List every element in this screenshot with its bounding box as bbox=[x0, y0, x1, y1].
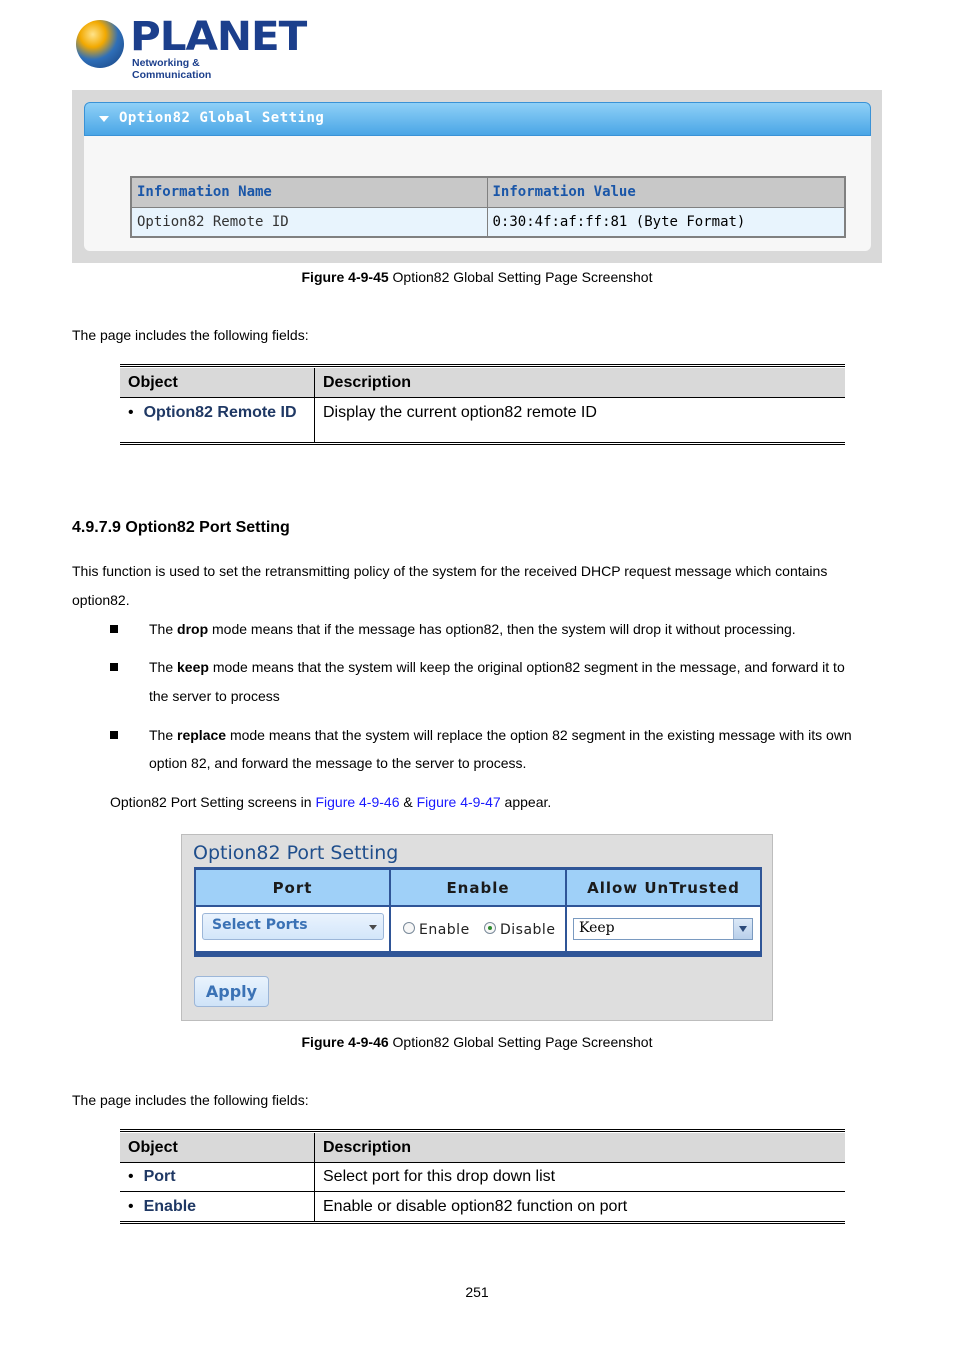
screens-reference-line bbox=[110, 794, 551, 810]
allow-untrusted-cell bbox=[567, 907, 760, 951]
info-name-header: Information Name bbox=[131, 177, 487, 207]
global-setting-screenshot bbox=[72, 90, 882, 263]
bullet-keyword: replace bbox=[177, 727, 227, 743]
table-row-description: Display the current option82 remote ID bbox=[323, 404, 597, 421]
apply-button[interactable]: Apply bbox=[194, 976, 269, 1007]
info-value-header: Information Value bbox=[487, 177, 845, 207]
section-heading: 4.9.7.9 Option82 Port Setting bbox=[72, 519, 290, 536]
globe-icon bbox=[76, 20, 124, 68]
bullet-pre: The bbox=[149, 621, 178, 637]
table-row-object: • Enable bbox=[120, 1192, 315, 1222]
bullet-replace-line2: option 82, and forward the message to the server to process. bbox=[149, 755, 527, 771]
select-ports-label: Select Ports bbox=[212, 917, 308, 933]
section-paragraph-line2: option82. bbox=[72, 592, 130, 608]
section-paragraph-line1: This function is used to set the retransmitting policy of the system for the received DHCP request message which contains bbox=[72, 563, 828, 579]
chevron-down-icon[interactable] bbox=[733, 919, 752, 939]
figure-text-1: Option82 Global Setting Page Screenshot bbox=[388, 269, 653, 285]
figure-label-2: Figure 4-9-46 bbox=[301, 1034, 389, 1050]
bullet-keyword: drop bbox=[177, 621, 209, 637]
enable-header: Enable bbox=[391, 870, 565, 905]
disable-radio-label: Disable bbox=[500, 922, 556, 938]
table-row-object: • Port bbox=[120, 1163, 315, 1192]
logo-tagline: Networking & Communication bbox=[132, 57, 212, 81]
port-setting-screenshot bbox=[181, 834, 773, 1021]
port-header: Port bbox=[196, 870, 389, 905]
global-setting-panel bbox=[84, 102, 871, 251]
bullet-pre: The bbox=[149, 727, 178, 743]
fields-table-2 bbox=[120, 1129, 845, 1224]
figure-label-1: Figure 4-9-45 bbox=[301, 269, 389, 285]
global-setting-title-bar[interactable] bbox=[84, 102, 871, 136]
square-bullet-icon bbox=[110, 663, 118, 671]
square-bullet-icon bbox=[110, 625, 118, 633]
figure-text-2: Option82 Global Setting Page Screenshot bbox=[388, 1034, 653, 1050]
port-setting-title: Option82 Port Setting bbox=[193, 842, 399, 864]
bullet-text: mode means that if the message has option82, then the system will drop it without processing. bbox=[208, 621, 796, 637]
table-row-object: • Option82 Remote ID bbox=[120, 398, 315, 443]
bullet-pre: The bbox=[149, 659, 178, 675]
port-cell bbox=[196, 907, 389, 951]
bullet-keep-line2: the server to process bbox=[149, 688, 280, 704]
chevron-down-icon bbox=[369, 925, 377, 930]
disable-radio[interactable] bbox=[484, 922, 496, 934]
allow-untrusted-select[interactable] bbox=[573, 918, 753, 940]
square-bullet-icon bbox=[110, 731, 118, 739]
page-number: 251 bbox=[465, 1284, 489, 1300]
table-row-description: Enable or disable option82 function on port bbox=[323, 1197, 628, 1215]
remote-id-name: Option82 Remote ID bbox=[131, 207, 487, 237]
table-row-description: Select port for this drop down list bbox=[315, 1163, 846, 1192]
bullet-text: mode means that the system will replace the option 82 segment in the existing message with its own bbox=[226, 727, 852, 743]
enable-cell bbox=[391, 907, 565, 951]
object-header: Object bbox=[120, 368, 315, 398]
figure-4-9-46-link[interactable]: Figure 4-9-46 bbox=[315, 794, 400, 810]
bullet-keyword: keep bbox=[177, 659, 209, 675]
bullet-text: mode means that the system will keep the original option82 segment in the message, and forward it to bbox=[208, 659, 845, 675]
object-header: Object bbox=[120, 1133, 315, 1163]
bullet-replace bbox=[149, 727, 852, 743]
logo-wordmark: PLANET bbox=[130, 14, 307, 60]
port-setting-table bbox=[194, 867, 762, 957]
global-setting-title: Option82 Global Setting bbox=[119, 110, 325, 126]
allow-untrusted-header: Allow UnTrusted bbox=[567, 870, 760, 905]
allow-untrusted-value: Keep bbox=[579, 920, 615, 936]
screens-mid: & bbox=[399, 794, 417, 810]
select-ports-dropdown[interactable] bbox=[202, 913, 384, 940]
figure-4-9-47-link[interactable]: Figure 4-9-47 bbox=[416, 794, 501, 810]
global-setting-info-table bbox=[130, 176, 846, 238]
screens-pre: Option82 Port Setting screens in bbox=[110, 794, 316, 810]
fields-intro-1: The page includes the following fields: bbox=[72, 327, 309, 343]
figure-caption-1 bbox=[0, 269, 954, 285]
collapse-triangle-icon[interactable] bbox=[99, 116, 109, 122]
enable-radio[interactable] bbox=[403, 922, 415, 934]
bullet-keep bbox=[149, 659, 845, 675]
fields-table-1 bbox=[120, 364, 845, 445]
fields-intro-2: The page includes the following fields: bbox=[72, 1092, 309, 1108]
description-header: Description bbox=[315, 1133, 846, 1163]
bullet-drop bbox=[149, 621, 796, 637]
enable-radio-label: Enable bbox=[419, 922, 470, 938]
description-header: Description bbox=[315, 368, 846, 398]
screens-post: appear. bbox=[500, 794, 552, 810]
figure-caption-2 bbox=[0, 1034, 954, 1050]
planet-logo bbox=[76, 14, 307, 81]
remote-id-value: 0:30:4f:af:ff:81 (Byte Format) bbox=[487, 207, 845, 237]
